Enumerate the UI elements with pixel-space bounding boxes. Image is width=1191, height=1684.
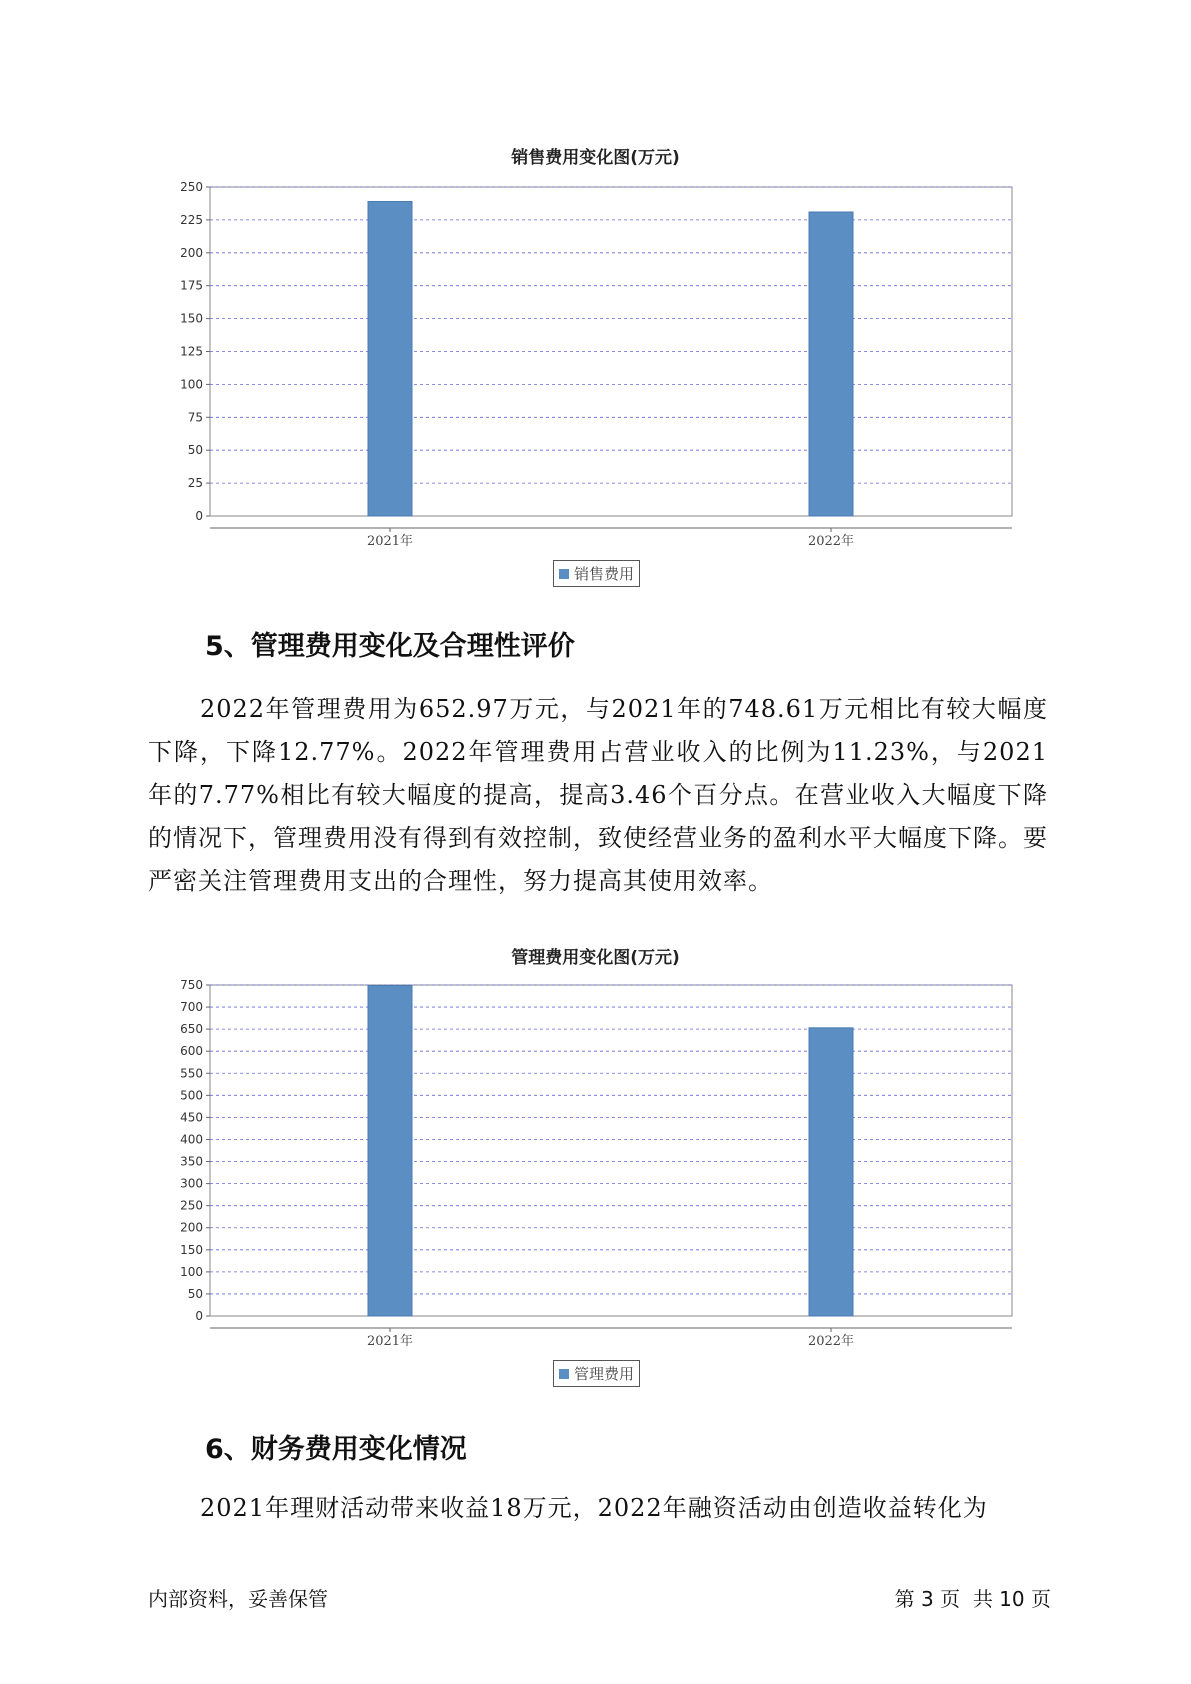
- y-tick-label: 550: [180, 1066, 203, 1081]
- y-tick-label: 150: [180, 1242, 203, 1257]
- chart-1-title: 销售费用变化图(万元): [511, 148, 680, 168]
- section-6-paragraph: [148, 1487, 1048, 1530]
- section-6-heading: 6、财务费用变化情况: [205, 1434, 467, 1465]
- y-tick-label: 100: [180, 377, 203, 392]
- y-tick-label: 25: [187, 476, 203, 491]
- y-tick-label: 75: [187, 410, 203, 425]
- y-tick-label: 125: [180, 344, 203, 359]
- section-5-heading: 5、管理费用变化及合理性评价: [205, 631, 575, 662]
- y-tick-label: 450: [180, 1110, 203, 1125]
- y-tick-label: 650: [180, 1022, 203, 1037]
- y-tick-label: 200: [180, 245, 203, 260]
- y-tick-label: 600: [180, 1044, 203, 1059]
- y-tick-label: 0: [195, 1309, 203, 1323]
- chart-2-plot: [0, 960, 1191, 1360]
- y-tick-label: 700: [180, 1000, 203, 1015]
- y-tick-label: 175: [180, 278, 203, 293]
- plot-area: [210, 985, 1012, 1316]
- y-tick-label: 50: [187, 1286, 203, 1301]
- section-5-paragraph: [148, 688, 1048, 903]
- footer-confidential: 内部资料，妥善保管: [148, 1587, 328, 1611]
- legend-label: 管理费用: [574, 1365, 635, 1383]
- y-tick-label: 200: [180, 1220, 203, 1235]
- y-tick-label: 150: [180, 311, 203, 326]
- legend-swatch: [559, 569, 569, 579]
- chart-1-legend: [553, 560, 640, 587]
- y-tick-label: 400: [180, 1132, 203, 1147]
- y-tick-label: 250: [180, 180, 203, 194]
- y-tick-label: 350: [180, 1154, 203, 1169]
- x-tick-label: 2021年: [366, 534, 414, 549]
- chart-1-plot: [0, 0, 1191, 560]
- legend-label: 销售费用: [574, 565, 635, 583]
- section-5-text: 2022年管理费用为652.97万元，与2021年的748.61万元相比有较大幅度下降，下降12.77%。2022年管理费用占营业收入的比例为11.23%，与2021年的7.77%相比有较大幅度的提高，提高3.46个百分点。在营业收入大幅度下降的情况下，管理费用没有得到有效控制，致使经营业务的盈利水平大幅度下降。要严密关注管理费用支出的合理性，努力提高其使用效率。: [148, 695, 1048, 895]
- chart-2-title: 管理费用变化图(万元): [511, 948, 680, 968]
- bar: [368, 986, 412, 1316]
- section-6-text: 2021年理财活动带来收益18万元，2022年融资活动由创造收益转化为: [200, 1494, 988, 1522]
- x-tick-label: 2022年: [807, 534, 855, 549]
- y-tick-label: 750: [180, 978, 203, 992]
- legend-swatch: [559, 1369, 569, 1379]
- y-tick-label: 500: [180, 1088, 203, 1103]
- y-tick-label: 100: [180, 1264, 203, 1279]
- y-tick-label: 250: [180, 1198, 203, 1213]
- footer-page-number: 第 3 页 共 10 页: [894, 1587, 1051, 1611]
- chart-2-legend: [553, 1360, 640, 1387]
- y-tick-label: 300: [180, 1176, 203, 1191]
- bar: [368, 201, 412, 516]
- x-tick-label: 2021年: [366, 1334, 414, 1349]
- y-tick-label: 0: [195, 509, 203, 523]
- y-tick-label: 225: [180, 212, 203, 227]
- bar: [809, 1028, 853, 1316]
- x-tick-label: 2022年: [807, 1334, 855, 1349]
- bar: [809, 212, 853, 516]
- y-tick-label: 50: [187, 443, 203, 458]
